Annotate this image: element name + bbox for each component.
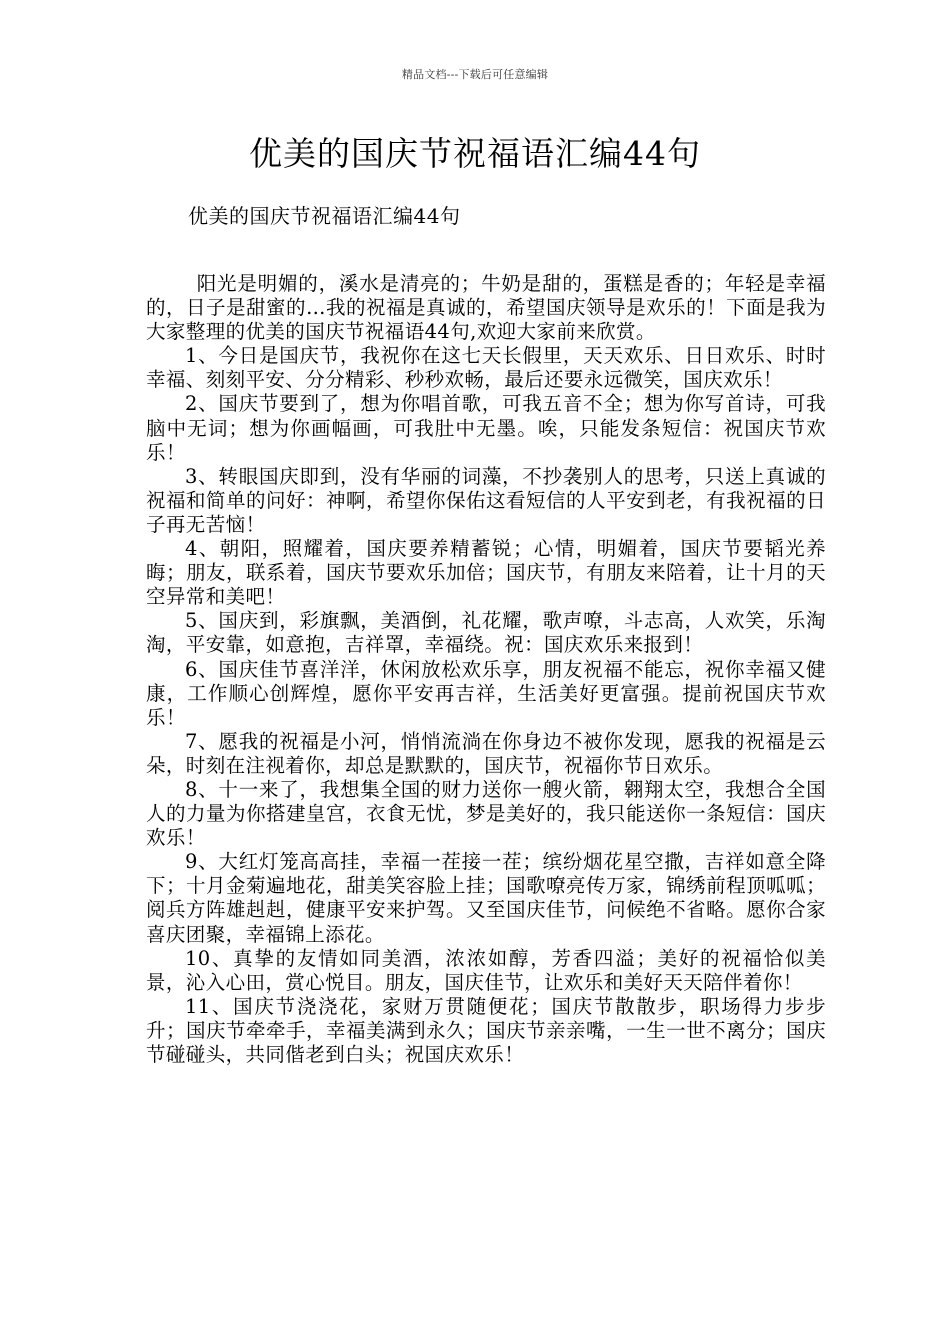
blessing-paragraph: 3、转眼国庆即到，没有华丽的词藻，不抄袭别人的思考，只送上真诚的祝福和简单的问好：神啊，希望你保佑这看短信的人平安到老，有我祝福的日子再无苦恼！ [146, 464, 826, 536]
blessing-paragraph: 6、国庆佳节喜洋洋，休闲放松欢乐享，朋友祝福不能忘，祝你幸福又健康，工作顺心创辉煌，愿你平安再吉祥，生活美好更富强。提前祝国庆节欢乐！ [146, 657, 826, 729]
intro-paragraph: 阳光是明媚的，溪水是清亮的；牛奶是甜的，蛋糕是香的；年轻是幸福的，日子是甜蜜的…我的祝福是真诚的，希望国庆领导是欢乐的！下面是我为大家整理的优美的国庆节祝福语44句,欢迎大家前来欣赏。 [146, 272, 826, 344]
blessing-paragraph: 10、真挚的友情如同美酒，浓浓如醇，芳香四溢；美好的祝福恰似美景，沁入心田，赏心悦目。朋友，国庆佳节，让欢乐和美好天天陪伴着你！ [146, 946, 826, 994]
blessing-paragraph: 2、国庆节要到了，想为你唱首歌，可我五音不全；想为你写首诗，可我脑中无词；想为你画幅画，可我肚中无墨。唉，只能发条短信：祝国庆节欢乐！ [146, 392, 826, 464]
page-header: 精品文档---下载后可任意编辑 [401, 68, 549, 81]
blessing-paragraph: 7、愿我的祝福是小河，悄悄流淌在你身边不被你发现，愿我的祝福是云朵，时刻在注视着你，却总是默默的，国庆节，祝福你节日欢乐。 [146, 729, 826, 777]
blessing-paragraph: 8、十一来了，我想集全国的财力送你一艘火箭，翱翔太空，我想合全国人的力量为你搭建皇宫，衣食无忧，梦是美好的，我只能送你一条短信：国庆欢乐！ [146, 777, 826, 850]
document-subtitle: 优美的国庆节祝福语汇编44句 [188, 204, 461, 228]
blessing-paragraph: 9、大红灯笼高高挂，幸福一茬接一茬；缤纷烟花星空撒，吉祥如意全降下；十月金菊遍地花，甜美笑容脸上挂；国歌嘹亮传万家，锦绣前程顶呱呱；阅兵方阵雄赳赳，健康平安来护驾。又至国庆佳节，问候绝不省略。愿你合家喜庆团聚，幸福锦上添花。 [146, 850, 826, 946]
blessing-paragraph: 11、国庆节浇浇花，家财万贯随便花；国庆节散散步，职场得力步步升；国庆节牵牵手，幸福美满到永久；国庆节亲亲嘴，一生一世不离分；国庆节碰碰头，共同偕老到白头；祝国庆欢乐！ [146, 994, 826, 1066]
document-body [146, 272, 826, 1067]
blessing-paragraph: 1、今日是国庆节，我祝你在这七天长假里，天天欢乐、日日欢乐、时时幸福、刻刻平安、分分精彩、秒秒欢畅，最后还要永远微笑，国庆欢乐！ [146, 344, 826, 392]
blessing-paragraph: 5、国庆到，彩旗飘，美酒倒，礼花耀，歌声嘹，斗志高，人欢笑，乐淘淘，平安靠，如意抱，吉祥罩，幸福绕。祝：国庆欢乐来报到！ [146, 609, 826, 657]
blessing-paragraph: 4、朝阳，照耀着，国庆要养精蓄锐；心情，明媚着，国庆节要韬光养晦；朋友，联系着，国庆节要欢乐加倍；国庆节，有朋友来陪着，让十月的天空异常和美吧！ [146, 537, 826, 609]
document-title: 优美的国庆节祝福语汇编44句 [249, 134, 701, 173]
